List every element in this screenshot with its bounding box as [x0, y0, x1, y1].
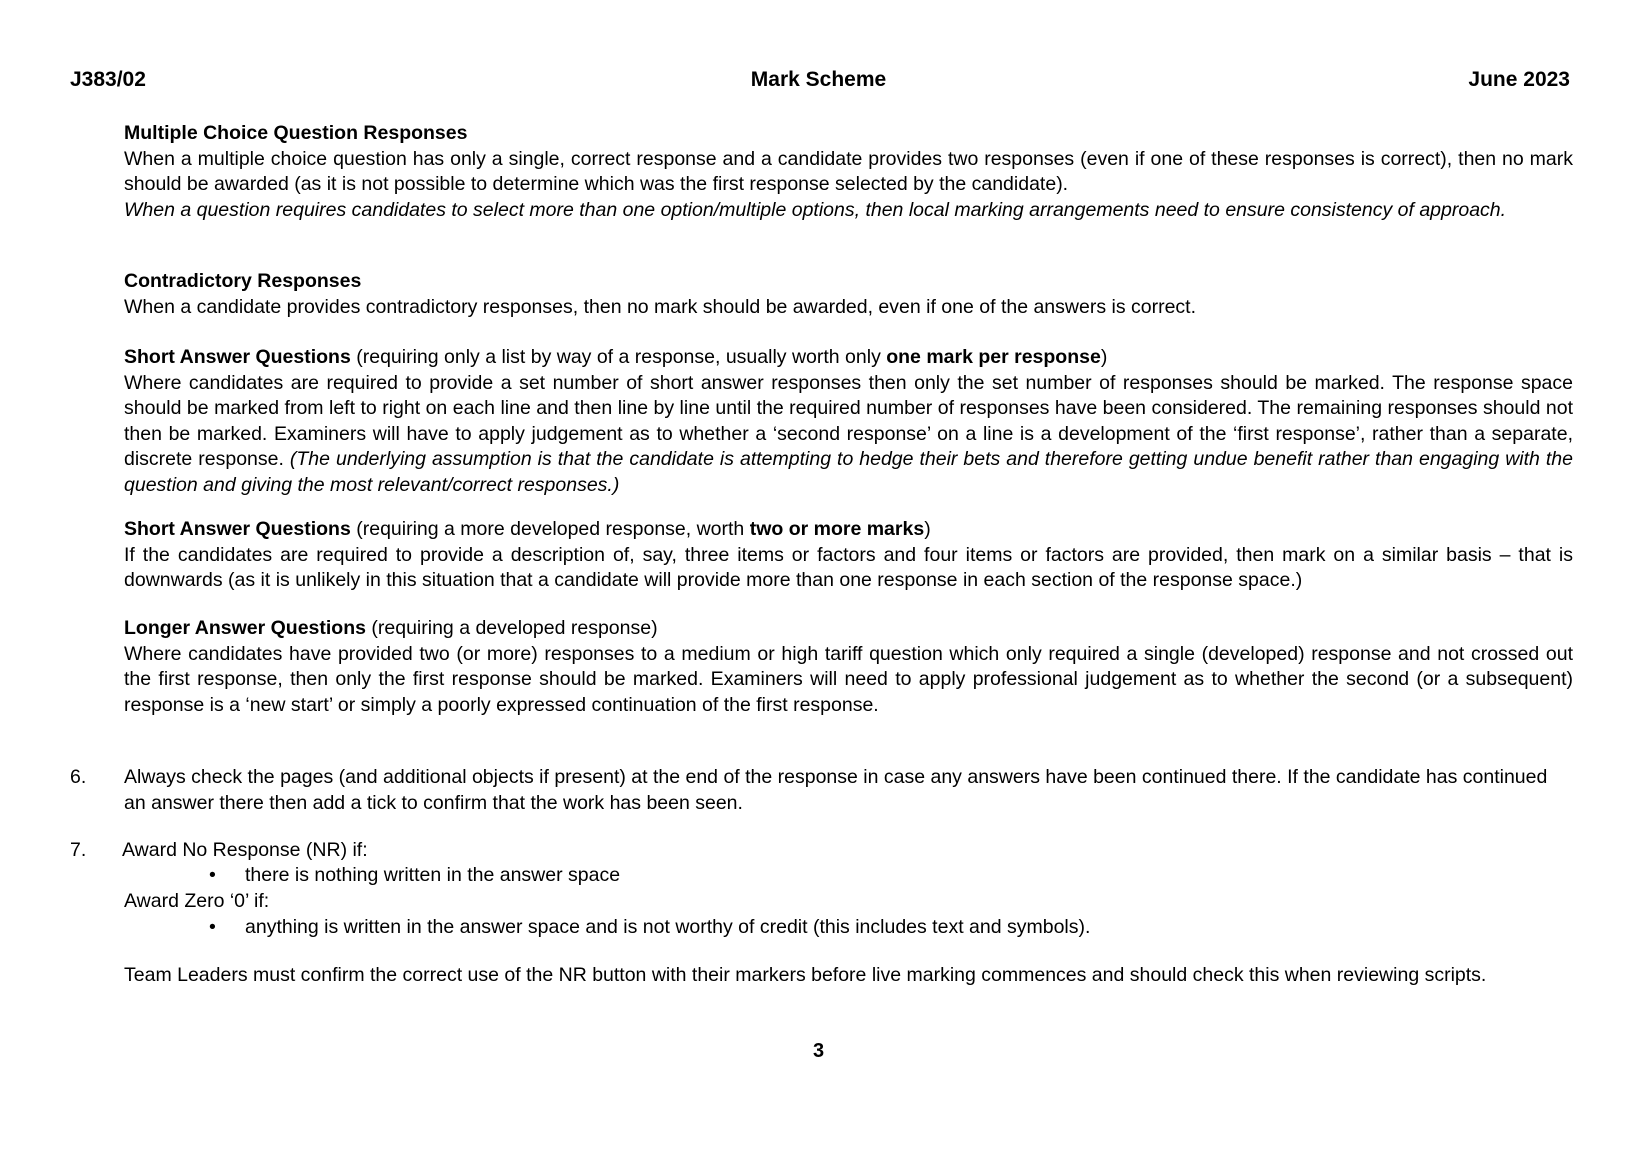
item-7-nr-bullet: there is nothing written in the answer space [245, 864, 621, 886]
short2-heading-line [124, 517, 1573, 543]
contradictory-paragraph: When a candidate provides contradictory responses, then no mark should be awarded, even if one of the answers is correct. [124, 295, 1197, 318]
item-7-nr-label: Award No Response (NR) if: [122, 839, 368, 861]
short1-paragraph [124, 371, 1573, 499]
document-title: Mark Scheme [750, 68, 887, 91]
item-6-number: 6. [70, 766, 87, 788]
short2-sub-pre: (requiring a more developed response, worth [350, 518, 750, 540]
longer-sub: (requiring a developed response) [365, 617, 658, 639]
short1-heading: Short Answer Questions [124, 346, 351, 368]
section-contradictory [124, 269, 1573, 320]
bullet-icon: • [209, 916, 216, 938]
section-mcq [124, 121, 1573, 223]
document-date: June 2023 [1468, 68, 1570, 91]
bullet-icon: • [209, 864, 216, 886]
item-7-zero-bullet: anything is written in the answer space and is not worthy of credit (this includes text and symbols). [245, 916, 1091, 938]
short1-sub-post: ) [1100, 346, 1108, 368]
short2-sub-bold: two or more marks [749, 518, 925, 540]
short2-heading: Short Answer Questions [124, 518, 351, 540]
longer-heading: Longer Answer Questions [124, 617, 366, 639]
short1-italic-note: (The underlying assumption is that the candidate is attempting to hedge their bets and therefore getting undue benefit rather than engaging with the question and giving the most relevant/correct responses.) [124, 448, 1573, 496]
item-7-number: 7. [70, 839, 87, 861]
page-number: 3 [812, 1040, 825, 1062]
item-6-text: Always check the pages (and additional objects if present) at the end of the response in case any answers have been continued there. If the candidate has continued an answer there then add a tick to confirm that the work has been seen. [124, 766, 1548, 814]
longer-heading-line [124, 616, 1573, 642]
short1-sub-bold: one mark per response [886, 346, 1101, 368]
mcq-italic-note: When a question requires candidates to select more than one option/multiple options, then local marking arrangements need to ensure consistency of approach. [124, 198, 1507, 221]
section-short-answer-developed [124, 517, 1573, 594]
item-7-zero-label: Award Zero ‘0’ if: [124, 890, 270, 912]
document-code: J383/02 [70, 68, 146, 91]
section-longer-answer [124, 616, 1573, 718]
longer-paragraph: Where candidates have provided two (or more) responses to a medium or high tariff question which only required a single (developed) response and not crossed out the first response, then only the first response should be marked. Examiners will need to apply professional judgement as to whether the second (or a subsequent) response is a ‘new start’ or simply a poorly expressed continuation of the first response. [124, 642, 1573, 716]
section-short-answer-list [124, 345, 1573, 498]
short1-para-text: Where candidates are required to provide a set number of short answer responses then only the set number of responses should be marked. The response space should be marked from left to right on each line and then line by line until the required number of responses have been considered. The remaining responses should not then be marked. Examiners will have to apply judgement as to whether a ‘second response’ on a line is a development of the ‘first response’, rather than a separate, discrete response. [124, 371, 1573, 470]
short2-sub-post: ) [924, 518, 931, 540]
short1-heading-line [124, 345, 1573, 371]
mcq-paragraph: When a multiple choice question has only a single, correct response and a candidate provides two responses (even if one of these responses is correct), then no mark should be awarded (as it is not possible to determine which was the first response selected by the candidate). [124, 147, 1573, 195]
mcq-heading: Multiple Choice Question Responses [124, 122, 468, 144]
contradictory-heading: Contradictory Responses [124, 270, 362, 292]
short2-paragraph: If the candidates are required to provide a description of, say, three items or factors and four items or factors are provided, then mark on a similar basis – that is downwards (as it is unlikely in this situation that a candidate will provide more than one response in each section of the response space.) [124, 543, 1573, 591]
short1-sub-pre: (requiring only a list by way of a response, usually worth only [350, 346, 887, 368]
item-7-team-note: Team Leaders must confirm the correct use of the NR button with their markers before live marking commences and should check this when reviewing scripts. [124, 964, 1487, 986]
